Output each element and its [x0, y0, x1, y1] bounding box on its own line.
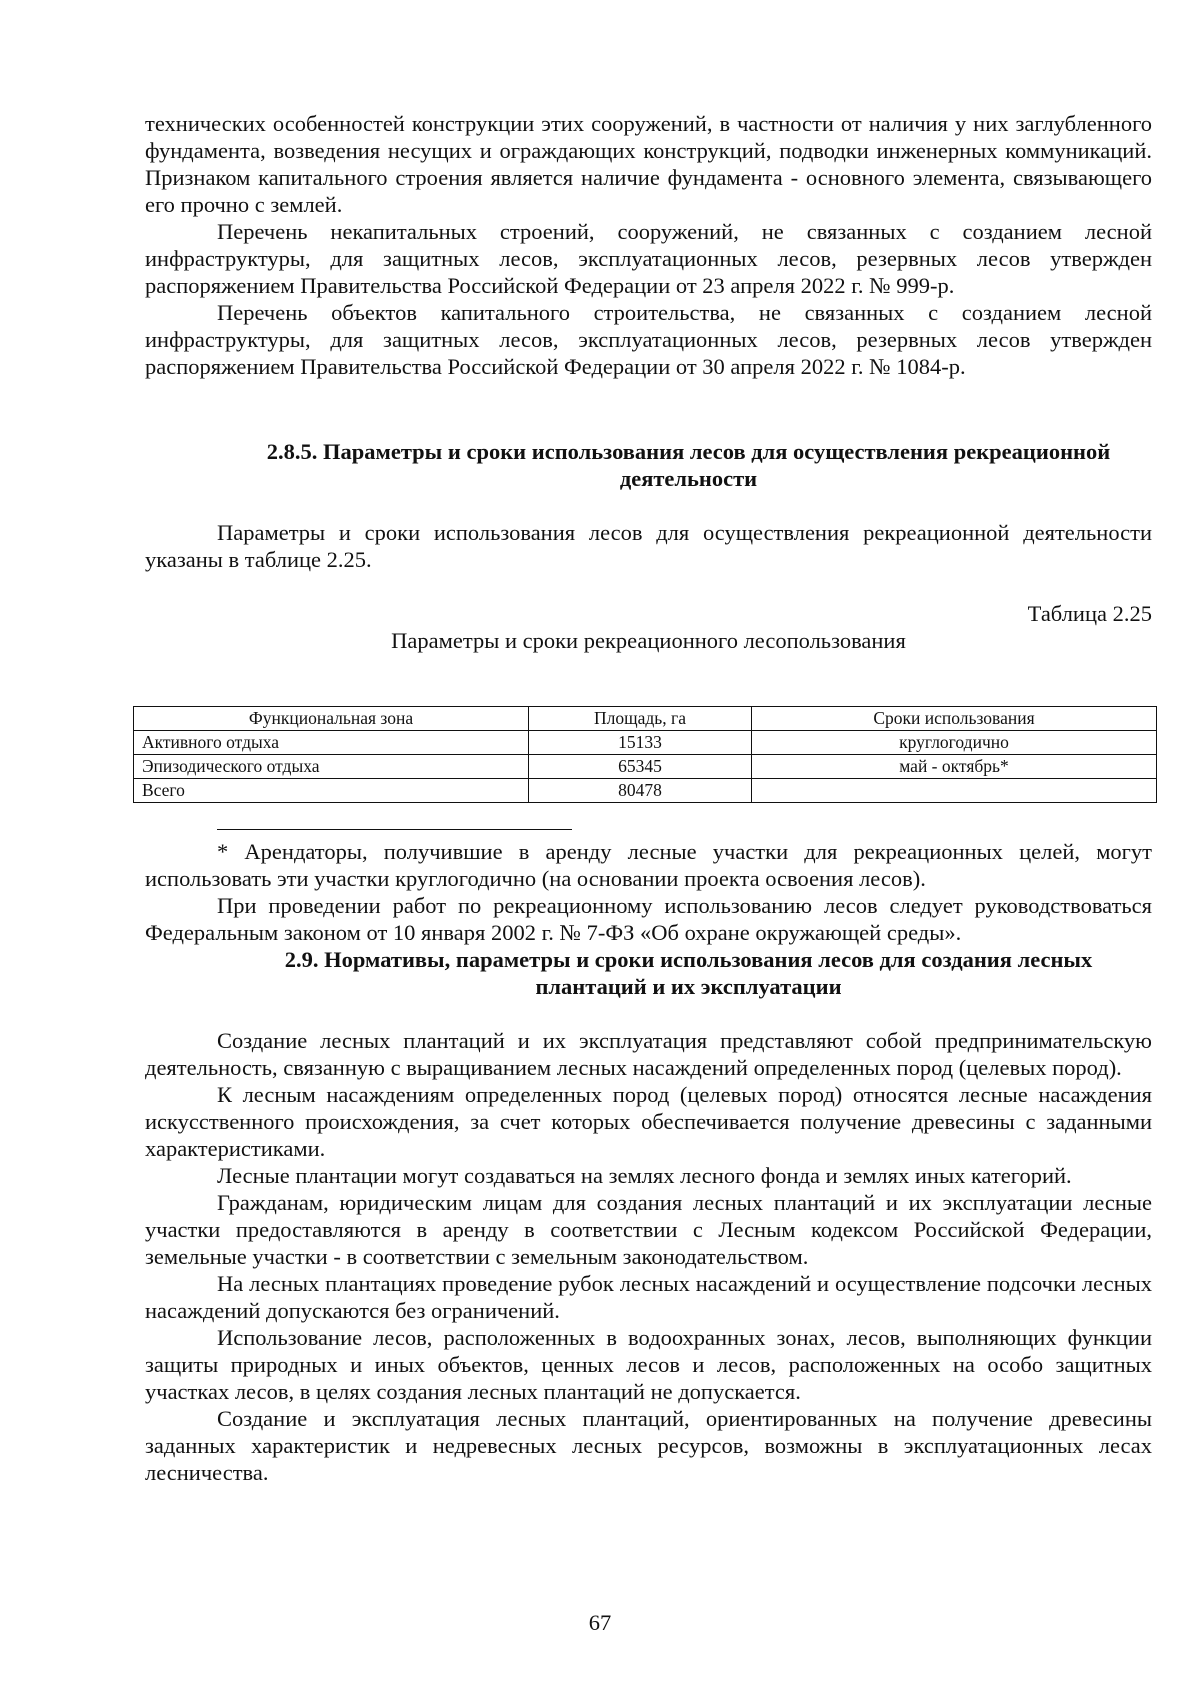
paragraph: Гражданам, юридическим лицам для создания лесных плантаций и их эксплуатации лесные участки предоставляются в аренду в соответствии с Лесным кодексом Российской Федерации, земельные участки - в соответствии с земельным законодательством.	[145, 1190, 1152, 1269]
paragraph: Перечень объектов капитального строительства, не связанных с созданием лесной инфраструктуры, для защитных лесов, эксплуатационных лесов, резервных лесов утвержден распоряжением Правительства Российской Федерации от 30 апреля 2022 г. № 1084-р.	[145, 300, 1152, 379]
column-header: Сроки использования	[752, 707, 1157, 731]
page-body	[145, 110, 1152, 654]
table-cell: май - октябрь*	[752, 755, 1157, 779]
recreation-table	[133, 706, 1157, 803]
page-body-lower	[145, 838, 1152, 1486]
table-cell: круглогодично	[752, 731, 1157, 755]
table-title: Параметры и сроки рекреационного лесопользования	[391, 628, 906, 653]
paragraph: На лесных плантациях проведение рубок лесных насаждений и осуществление подсочки лесных насаждений допускаются без ограничений.	[145, 1271, 1152, 1323]
table-cell: Активного отдыха	[134, 731, 529, 755]
paragraph: Создание и эксплуатация лесных плантаций, ориентированных на получение древесины заданных характеристик и недревесных лесных ресурсов, возможны в эксплуатационных лесах лесничества.	[145, 1406, 1152, 1485]
table-cell: 65345	[529, 755, 752, 779]
table-cell: Всего	[134, 779, 529, 803]
paragraph: Создание лесных плантаций и их эксплуатация представляют собой предпринимательскую деятельность, связанную с выращиванием лесных насаждений определенных пород (целевых пород).	[145, 1028, 1152, 1080]
table-row	[134, 755, 1157, 779]
paragraph: Параметры и сроки использования лесов для осуществления рекреационной деятельности указаны в таблице 2.25.	[145, 520, 1152, 572]
paragraph: Перечень некапитальных строений, сооружений, не связанных с созданием лесной инфраструктуры, для защитных лесов, эксплуатационных лесов, резервных лесов утвержден распоряжением Правительства Российской Федерации от 23 апреля 2022 г. № 999-р.	[145, 219, 1152, 298]
table-row	[134, 731, 1157, 755]
table-header-row	[134, 707, 1157, 731]
table-cell	[752, 779, 1157, 803]
column-header: Функциональная зона	[134, 707, 529, 731]
footnote: * Арендаторы, получившие в аренду лесные участки для рекреационных целей, могут использовать эти участки круглогодично (на основании проекта освоения лесов).	[145, 839, 1152, 891]
table-cell: Эпизодического отдыха	[134, 755, 529, 779]
footnote-divider	[217, 829, 572, 830]
paragraph: Лесные плантации могут создаваться на землях лесного фонда и землях иных категорий.	[217, 1163, 1072, 1188]
table-label: Таблица 2.25	[1027, 601, 1152, 626]
page-number: 67	[588, 1610, 612, 1635]
section-heading-2-8-5: 2.8.5. Параметры и сроки использования лесов для осуществления рекреационной деятельности	[266, 439, 1111, 491]
column-header: Площадь, га	[529, 707, 752, 731]
table-cell: 80478	[529, 779, 752, 803]
paragraph: К лесным насаждениям определенных пород (целевых пород) относятся лесные насаждения искусственного происхождения, за счет которых обеспечивается получение древесины с заданными характеристиками.	[145, 1082, 1152, 1161]
paragraph: технических особенностей конструкции этих сооружений, в частности от наличия у них заглубленного фундамента, возведения несущих и ограждающих конструкций, подводки инженерных коммуникаций. Признаком капитального строения является наличие фундамента - основного элемента, связывающего его прочно с землей.	[145, 111, 1152, 217]
section-heading-2-9: 2.9. Нормативы, параметры и сроки использования лесов для создания лесных плантаций и их эксплуатации	[284, 947, 1093, 999]
table-cell: 15133	[529, 731, 752, 755]
paragraph: Использование лесов, расположенных в водоохранных зонах, лесов, выполняющих функции защиты природных и иных объектов, ценных лесов и лесов, расположенных на особо защитных участках лесов, в целях создания лесных плантаций не допускается.	[145, 1325, 1152, 1404]
paragraph: При проведении работ по рекреационному использованию лесов следует руководствоваться Федеральным законом от 10 января 2002 г. № 7-ФЗ «Об охране окружающей среды».	[145, 893, 1152, 945]
table-row	[134, 779, 1157, 803]
